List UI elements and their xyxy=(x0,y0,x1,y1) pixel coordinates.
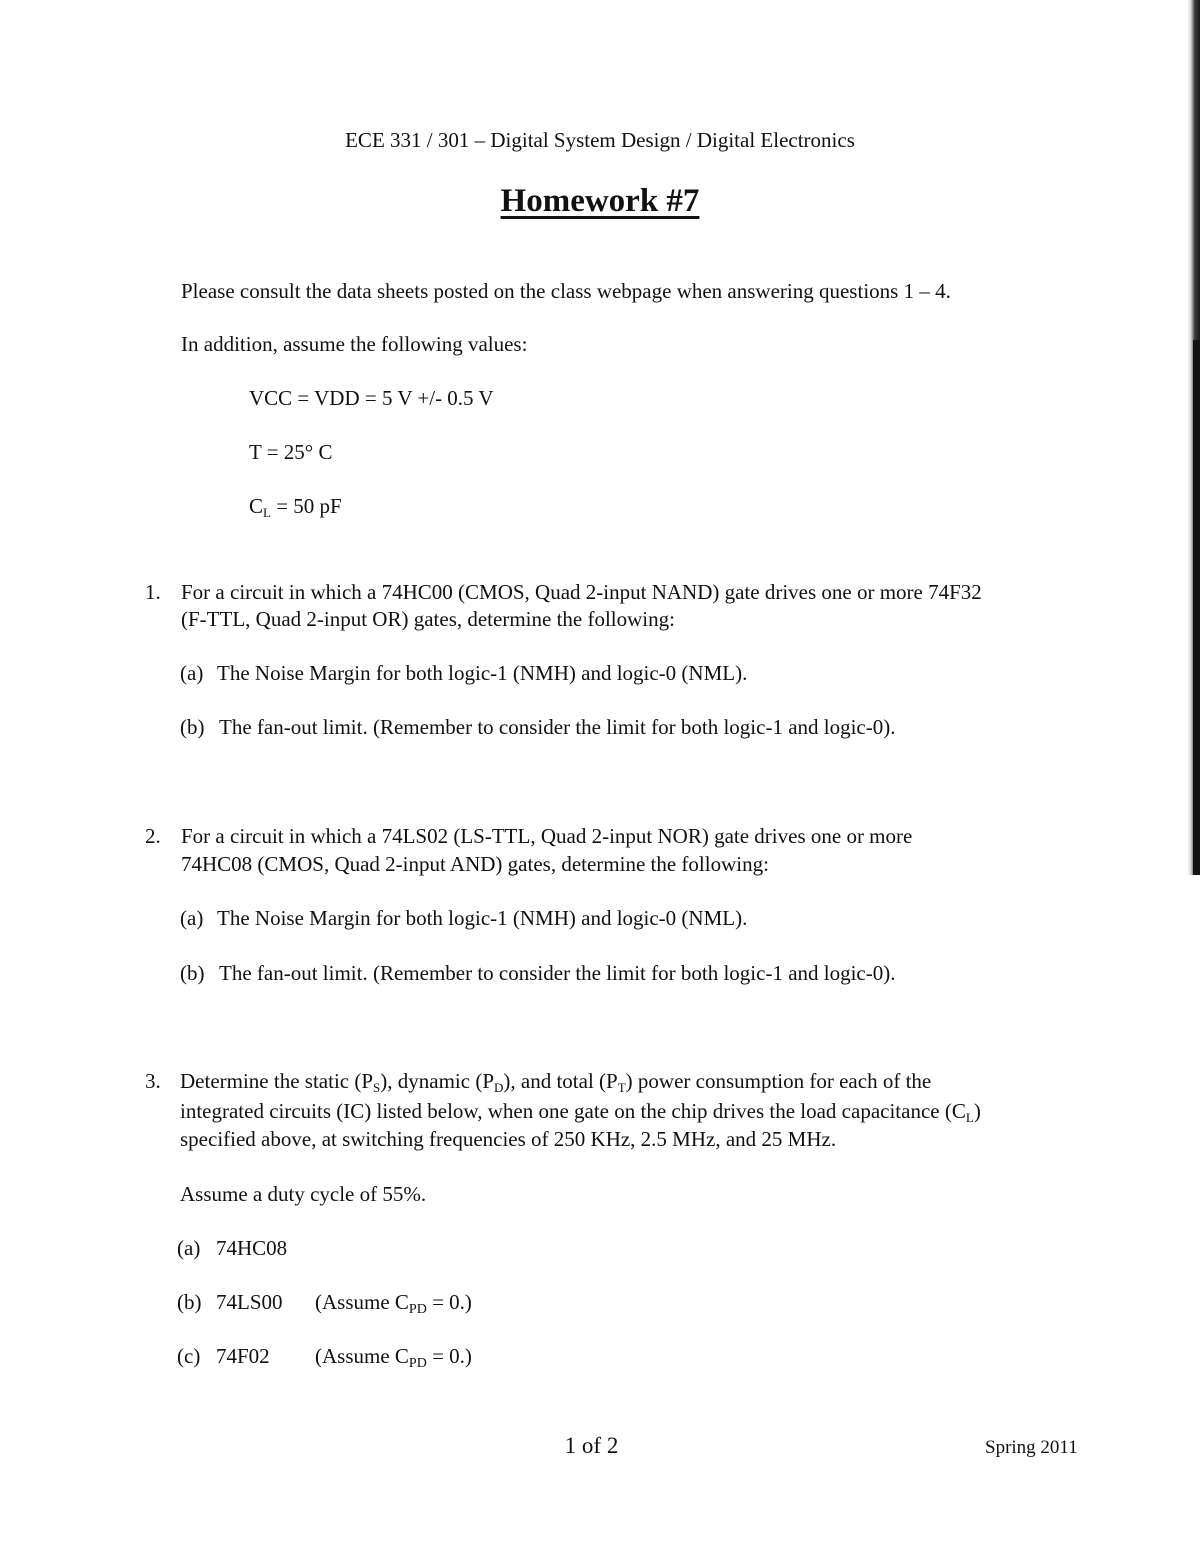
q3-line-2: integrated circuits (IC) listed below, when one gate on the chip drives the load capacitance $(C_L)$ xyxy=(180,1099,981,1125)
q2-b-text: The fan-out limit. (Remember to consider the limit for both logic-1 and logic-0). xyxy=(219,961,896,985)
q3-item-b-chip: 74LS00 xyxy=(216,1290,283,1314)
q1-a-label: (a) xyxy=(180,661,204,685)
q2-line-2: 74HC08 (CMOS, Quad 2-input AND) gates, determine the following: xyxy=(181,852,769,876)
course-heading: ECE 331 / 301 – Digital System Design / Digital Electronics xyxy=(345,128,855,152)
term-label: Spring 2011 xyxy=(985,1437,1078,1458)
value-load-capacitance: $C_L = 50$ pF xyxy=(249,494,342,520)
q3-item-c-note: (Assume $C_{PD} = 0$.) xyxy=(315,1344,472,1371)
q1-line-1: For a circuit in which a 74HC00 (CMOS, Quad 2-input NAND) gate drives one or more 74F32 xyxy=(181,580,982,604)
q3-duty-cycle: Assume a duty cycle of 55%. xyxy=(180,1182,427,1206)
q1-b-label: (b) xyxy=(180,715,205,739)
q3-item-b-label: (b) xyxy=(177,1290,202,1314)
q1-b-text: The fan-out limit. (Remember to consider the limit for both logic-1 and logic-0). xyxy=(219,715,896,739)
value-vcc: VCC = VDD = 5 V +/- 0.5 V xyxy=(249,386,494,410)
q1-number: 1. xyxy=(145,580,161,604)
q3-item-a-label: (a) xyxy=(177,1236,201,1260)
q2-a-text: The Noise Margin for both logic-1 (NMH) and logic-0 (NML). xyxy=(217,906,748,930)
q3-item-b-note: (Assume $C_{PD} = 0$.) xyxy=(315,1290,472,1317)
q2-a-label: (a) xyxy=(180,906,204,930)
q2-line-1: For a circuit in which a 74LS02 (LS-TTL, Quad 2-input NOR) gate drives one or more xyxy=(181,824,913,848)
page-title: Homework #7 xyxy=(500,183,700,219)
q3-line-1: Determine the static $(P_S)$, dynamic $(P_D)$, and total $(P_T)$ power consumption for each of the xyxy=(180,1069,932,1095)
q3-number: 3. xyxy=(145,1069,161,1093)
q3-item-c-label: (c) xyxy=(177,1344,201,1368)
q2-number: 2. xyxy=(145,824,161,848)
intro-line-2: In addition, assume the following values: xyxy=(181,332,528,356)
q3-line-3: specified above, at switching frequencies of 250 KHz, 2.5 MHz, and 25 MHz. xyxy=(180,1127,837,1151)
q1-line-2: (F-TTL, Quad 2-input OR) gates, determine the following: xyxy=(181,607,675,631)
q3-item-a-chip: 74HC08 xyxy=(216,1236,288,1260)
q3-item-c-chip: 74F02 xyxy=(216,1344,270,1368)
intro-line-1: Please consult the data sheets posted on the class webpage when answering questions 1 – 4. xyxy=(181,279,951,303)
page-number: 1 of 2 xyxy=(564,1433,619,1458)
q2-b-label: (b) xyxy=(180,961,205,985)
q1-a-text: The Noise Margin for both logic-1 (NMH) and logic-0 (NML). xyxy=(217,661,748,685)
value-temperature: T = 25° C xyxy=(249,440,333,464)
